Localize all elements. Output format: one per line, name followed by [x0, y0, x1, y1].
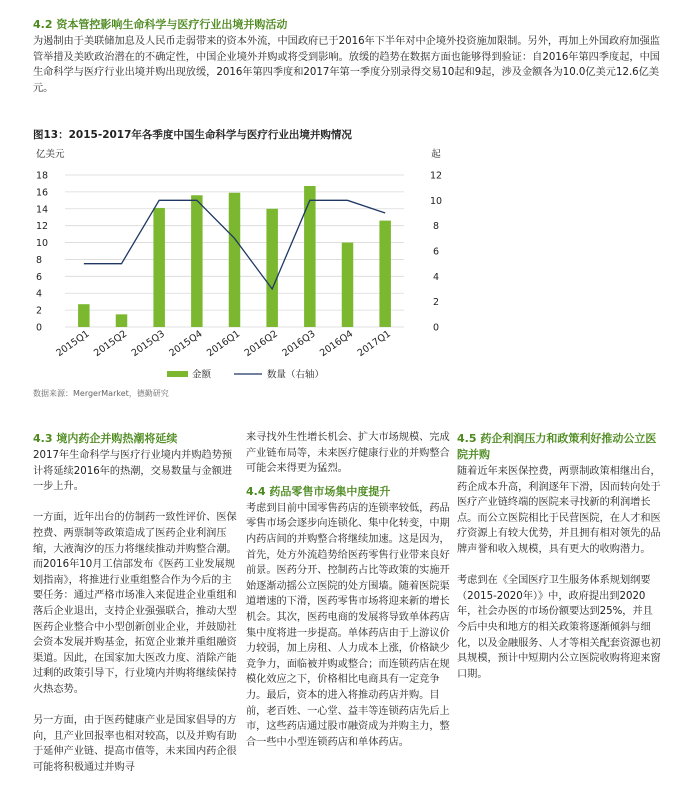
x-tick-2015Q4: 2015Q4 — [167, 328, 205, 360]
y-left-tick-4: 4 — [36, 288, 43, 300]
bar-2016Q2 — [266, 209, 278, 327]
y-left-tick-0: 0 — [36, 322, 43, 334]
y-right-tick-10: 10 — [429, 195, 443, 207]
y-right-tick-2: 2 — [432, 297, 440, 309]
x-tick-2016Q1: 2016Q1 — [205, 328, 243, 360]
legend-label-count: 数量（右轴） — [267, 369, 325, 381]
bar-2015Q3 — [153, 208, 165, 327]
y-right-tick-12: 12 — [429, 170, 443, 182]
y-right-tick-0: 0 — [432, 322, 440, 334]
section-4-5-para-1: 随着近年来医保控费，两票制政策相继出台，药企成本升高，利润逐年下滑，因而转向处于医疗产业链终端的医院来寻找新的利润增长点。而公立医院相比于民营医院，在人才和医疗资源上有较大优势，并且拥有相对领先的品牌声誉和收入规模，具有更大的收购潜力。 — [457, 466, 661, 555]
y-left-tick-12: 12 — [36, 221, 49, 233]
legend-swatch-amount — [167, 371, 188, 377]
bar-2015Q2 — [116, 314, 128, 327]
x-tick-2016Q4: 2016Q4 — [318, 328, 356, 360]
y-right-tick-8: 8 — [432, 221, 440, 233]
section-4-5-title: 4.5 药企利润压力和政策利好推动公立医院并购 — [457, 432, 657, 461]
section-4-4-para-1: 考虑到目前中国零售药店的连锁率较低，药品零售市场会逐步向连锁化、集中化转变，中期内药店间的并购整合将继续加速。这是因为，首先，处方外流趋势给医药零售行业带来良好前景。医药分开、控制药占比等政策的实施开始逐渐动摇公立医院的处方围墙。随着医院渠道增速的下滑，医药零售市场将迎来新的增长机会。其次，医药电商的发展将导致单体药店集中度将进一步提高。单体药店由于上游议价力较弱，加上房租、人力成本上涨，价格缺少竞争力，面临被并购或整合；而连锁药店在规模化效应之下，价格相比电商具有一定竞争力。最后，资本的进入将推动药店并购。目前，老百姓、一心堂、益丰等连锁药店先后上市，这些药店通过股市融资成为并购主力，整合一些中小型连锁药店和单体药店。 — [246, 502, 450, 748]
section-4-3-para-1: 2017年生命科学与医疗行业境内并购趋势预计将延续2016年的热潮，交易数量与金额进一步上升。 — [33, 450, 233, 493]
chart-legend — [167, 369, 324, 381]
bar-2015Q1 — [78, 304, 90, 327]
x-tick-2017Q1: 2017Q1 — [355, 328, 393, 360]
bar-2016Q1 — [229, 193, 241, 327]
x-tick-2015Q2: 2015Q2 — [92, 328, 130, 360]
column-2 — [246, 430, 450, 750]
y-left-tick-10: 10 — [36, 238, 49, 250]
bar-2017Q1 — [379, 221, 391, 327]
y-right-tick-4: 4 — [432, 271, 440, 283]
legend-label-amount: 金额 — [192, 369, 212, 381]
chart-bars — [78, 186, 391, 327]
section-4-3-para-2: 一方面，近年出台的仿制药一致性评价、医保控费、两票制等政策造成了医药企业利润压缩，大液淘汐的压力将继续推动并购整合潮。而2016年10月工信部发布《医药工业发展规划指南》，将推进行业重组整合作为今后的主要任务：通过严格市场准入来促进企业重组和落后企业退出，支持企业强强联合，推动大型医药企业整合中小型创新创业企业，并鼓励社会资本发展并购基金，拓宽企业兼并重组融资渠道。因此，在国家加大医改力度、消除产能过剩的政策引导下，行业境内并购将继续保持火热态势。 — [33, 512, 237, 695]
y-left-axis-label: 亿美元 — [36, 149, 65, 160]
column-2-para-1: 来寻找外生性增长机会、扩大市场规模、完成产业链布局等，未来医疗健康行业的并购整合可能会来得更为猛烈。 — [246, 432, 450, 475]
figure-source: 数据来源：MergerMarket，德勤研究 — [33, 389, 169, 398]
section-4-2-title: 4.2 资本管控影响生命科学与医疗行业出境并购活动 — [33, 18, 288, 31]
section-4-3-title: 4.3 境内药企并购热潮将延续 — [33, 432, 178, 445]
column-3 — [457, 430, 662, 682]
y-left-tick-16: 16 — [36, 187, 49, 199]
section-4-3-para-3: 另一方面，由于医药健康产业是国家倡导的方向，且产业回报率也相对较高，以及并购有助于延伸产业链、提高市值等，未来国内药企很可能将积极通过并购寻 — [33, 715, 237, 773]
y-right-axis-label: 起 — [431, 149, 441, 160]
bar-2016Q4 — [342, 243, 354, 327]
section-4-2-body: 为遏制由于美联储加息及人民币走弱带来的资本外流，中国政府已于2016年下半年对中企境外投资施加限制。另外，再加上外国政府加强监管举措及美欧政治潜在的不确定性，中国企业境外并购或将受到影响。放缓的趋势在数据方面也能够得到验证：自2016年第四季度起，中国生命科学与医疗行业出境并购出现放缓，2016年第四季度和2017年第一季度分别录得交易10起和9起，涉及金额各为10.0亿美元12.6亿美元。 — [33, 36, 660, 94]
y-right-tick-6: 6 — [432, 246, 440, 258]
bar-2016Q3 — [304, 186, 316, 327]
y-left-tick-8: 8 — [36, 254, 43, 266]
bar-2015Q4 — [191, 195, 203, 327]
y-left-tick-18: 18 — [36, 170, 49, 182]
y-left-tick-14: 14 — [36, 204, 49, 216]
y-left-tick-6: 6 — [36, 271, 43, 283]
combo-chart — [20, 142, 450, 387]
x-tick-2015Q1: 2015Q1 — [54, 328, 92, 360]
figure-title: 图13：2015-2017年各季度中国生命科学与医疗行业出境并购情况 — [33, 129, 352, 141]
x-tick-2015Q3: 2015Q3 — [129, 328, 167, 360]
x-tick-2016Q3: 2016Q3 — [280, 328, 318, 360]
section-4-4-title: 4.4 药品零售市场集中度提升 — [246, 484, 391, 498]
column-1 — [33, 430, 238, 775]
x-tick-2016Q2: 2016Q2 — [242, 328, 280, 360]
section-4-5-para-2: 考虑到在《全国医疗卫生服务体系规划纲要（2015-2020年）》中，政府提出到2020年，社会办医的市场份额要达到25%，并且今后中央和地方的相关政策将逐渐倾斜与细化，以及金融服务、人才等相关配套资源也初具规模，预计中短期内公立医院收购将迎来窗口期。 — [457, 575, 661, 680]
y-left-tick-2: 2 — [36, 305, 43, 317]
